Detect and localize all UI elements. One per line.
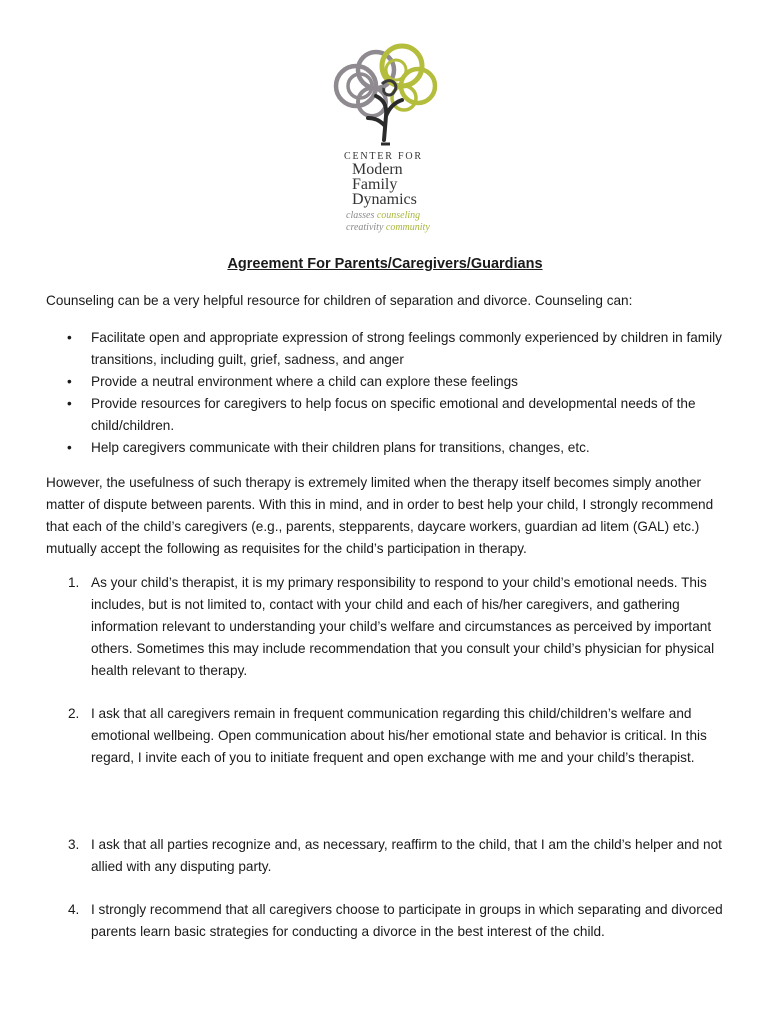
list-item-text: Facilitate open and appropriate expression of strong feelings commonly experienced by children in family transitions, including guilt, grief, sadness, and anger [91,330,722,367]
list-item [46,327,736,371]
logo-tagline-1 [346,210,458,222]
body-paragraph: However, the usefulness of such therapy is extremely limited when the therapy itself becomes simply another matter of dispute between parents. With this in mind, and in order to best help your child, I strongly recommend that each of the child’s caregivers (e.g., parents, stepparents, daycare workers, guardian ad litem (GAL) etc.) mutually accept the following as requisites for the child’s participation in therapy. [46,475,714,556]
item-text: I ask that all caregivers remain in frequent communication regarding this child/children’s welfare and emotional wellbeing. Open communication about his/her emotional state and behavior is critical. In this regard, I invite each of you to initiate frequent and open exchange with me and your child’s therapist. [91,706,707,765]
bullet-icon: • [67,330,72,345]
list-item [46,393,736,437]
numbered-item-2 [46,703,736,769]
item-text: I strongly recommend that all caregivers choose to participate in groups in which separating and divorced parents learn basic strategies for conducting a divorce in the best interest of the child. [91,902,723,939]
item-text: As your child’s therapist, it is my primary responsibility to respond to your child’s emotional needs. This includes, but is not limited to, contact with your child and each of his/her caregivers, and gathering information relevant to understanding your child’s welfare and circumstances as perceived by important others. Sometimes this may include recommendation that you consult your child’s physician for physical health relevant to therapy. [91,575,715,678]
list-item-text: Provide a neutral environment where a child can explore these feelings [91,374,518,389]
bullet-icon: • [67,440,72,455]
logo-text-center-for: CENTER FOR [344,151,423,162]
item-number: 4. [68,902,80,917]
numbered-item-3 [46,834,736,878]
logo-tag-counseling: counseling [376,210,421,221]
list-item [46,437,736,459]
logo-tag-creativity: creativity [346,222,384,233]
numbered-item-4 [46,899,736,943]
logo-text-modern: Modern [352,161,403,178]
logo-text-family: Family [352,176,398,193]
logo-tagline-2 [346,222,458,234]
tree-logo-icon [324,40,454,150]
intro-paragraph: Counseling can be a very helpful resource for children of separation and divorce. Counseling can: [46,293,633,308]
numbered-item-1 [46,572,736,682]
bullet-icon: • [67,396,72,411]
item-number: 1. [68,575,80,590]
document-title: Agreement For Parents/Caregivers/Guardians [227,256,543,272]
logo-tag-classes: classes [346,210,375,221]
organization-logo [318,40,458,240]
logo-tag-community: community [385,222,430,233]
item-number: 3. [68,837,80,852]
counseling-benefits-list [46,327,736,459]
item-number: 2. [68,706,80,721]
logo-text-dynamics: Dynamics [352,191,417,208]
item-text: I ask that all parties recognize and, as necessary, reaffirm to the child, that I am the child’s helper and not allied with any disputing party. [91,837,722,874]
list-item-text: Provide resources for caregivers to help focus on specific emotional and developmental needs of the child/children. [91,396,696,433]
list-item [46,371,736,393]
list-item-text: Help caregivers communicate with their children plans for transitions, changes, etc. [91,440,590,455]
bullet-icon: • [67,374,72,389]
